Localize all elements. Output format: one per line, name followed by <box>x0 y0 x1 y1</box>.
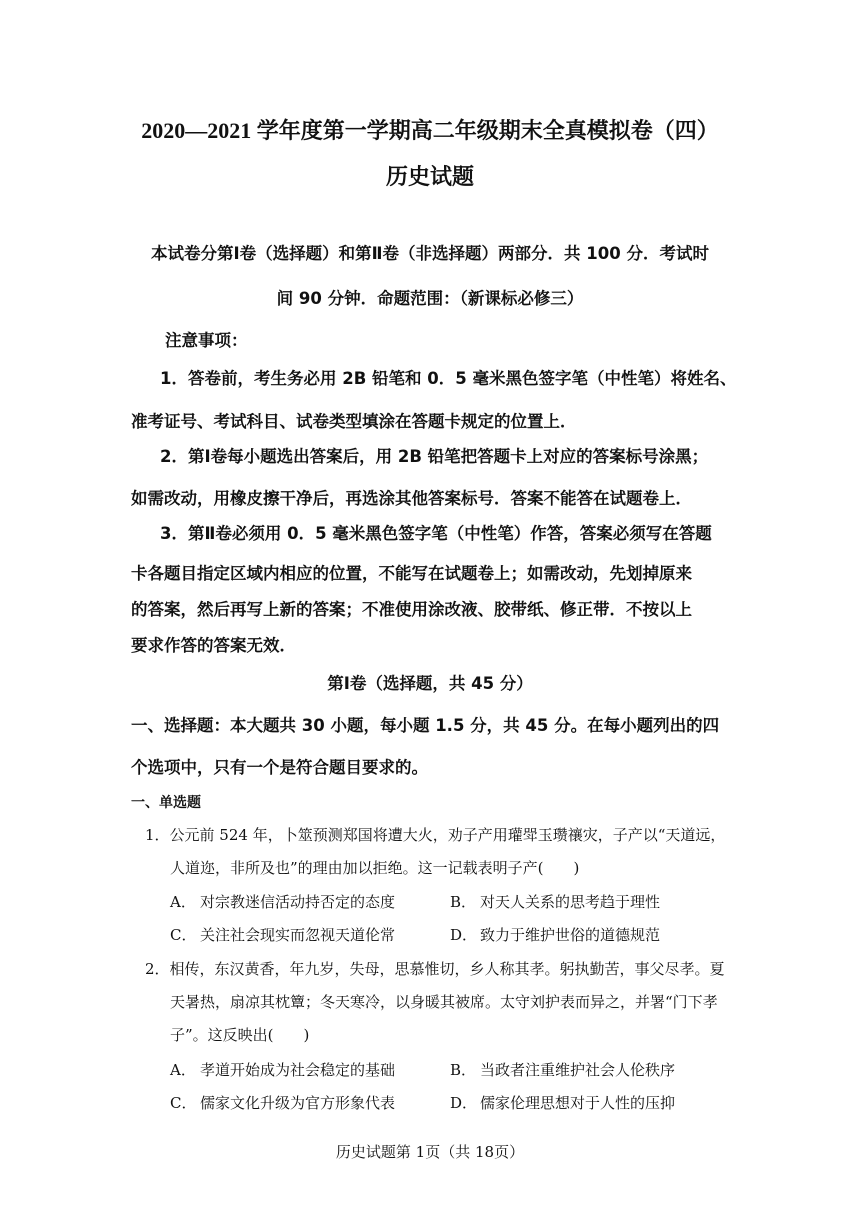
question-1-option-b <box>450 891 660 912</box>
question-2-option-c <box>170 1092 395 1113</box>
option-letter: A． <box>170 893 196 911</box>
option-text: 对宗教迷信活动持否定的态度 <box>200 893 396 911</box>
option-text: 儒家文化升级为官方形象代表 <box>200 1094 396 1112</box>
question-2-option-a <box>170 1059 395 1080</box>
question-1-option-a <box>170 891 395 912</box>
intro-line-2: 间 90 分钟．命题范围：（新课标必修三） <box>276 289 584 308</box>
option-letter: D． <box>450 926 478 944</box>
note-2-line-2: 如需改动，用橡皮擦干净后，再选涂其他答案标号．答案不能答在试题卷上． <box>131 489 692 508</box>
option-letter: D． <box>450 1094 478 1112</box>
option-letter: A． <box>170 1061 196 1079</box>
note-3-line-3: 的答案，然后再写上新的答案；不准使用涂改液、胶带纸、修正带．不按以上 <box>131 600 692 619</box>
exam-title: 2020—2021 学年度第一学期高二年级期末全真模拟卷（四） <box>141 118 719 143</box>
question-1-option-c <box>170 924 395 945</box>
single-choice-heading: 一、单选题 <box>131 795 201 811</box>
option-text: 孝道开始成为社会稳定的基础 <box>200 1061 396 1079</box>
question-1-line-1: 1．公元前 524 年，卜筮预测郑国将遭大火，劝子产用瓘斝玉瓒禳灾，子产以“天道远， <box>145 826 726 844</box>
notes-heading: 注意事项： <box>165 331 248 350</box>
question-2-option-d <box>450 1092 675 1113</box>
option-text: 致力于维护世俗的道德规范 <box>480 926 661 944</box>
note-3-line-1: 3．第Ⅱ卷必须用 0．5 毫米黑色签字笔（中性笔）作答，答案必须写在答题 <box>160 524 712 543</box>
option-text: 关注社会现实而忽视天道伦常 <box>200 926 396 944</box>
note-1-line-2: 准考证号、考试科目、试卷类型填涂在答题卡规定的位置上． <box>131 412 577 431</box>
note-3-line-4: 要求作答的答案无效． <box>131 636 296 655</box>
note-1-line-1: 1．答卷前，考生务必用 2B 铅笔和 0．5 毫米黑色签字笔（中性笔）将姓名、 <box>160 369 737 388</box>
option-letter: B． <box>450 1061 477 1079</box>
exam-subject-title: 历史试题 <box>385 164 474 189</box>
question-2-line-2: 天暑热，扇凉其枕簟；冬天寒冷，以身暖其被席。太守刘护表而异之，并署“门下孝 <box>170 993 718 1011</box>
intro-line-1: 本试卷分第Ⅰ卷（选择题）和第Ⅱ卷（非选择题）两部分．共 100 分．考试时 <box>151 244 709 263</box>
part-1-instruction-line-2: 个选项中，只有一个是符合题目要求的。 <box>131 758 428 777</box>
question-1-option-d <box>450 924 660 945</box>
option-text: 对天人关系的思考趋于理性 <box>480 893 661 911</box>
option-letter: B． <box>450 893 477 911</box>
question-2-option-b <box>450 1059 675 1080</box>
section-1-title: 第Ⅰ卷（选择题，共 45 分） <box>327 674 533 693</box>
question-2-line-3: 子”。这反映出( ) <box>170 1026 310 1044</box>
part-1-instruction-line-1: 一、选择题：本大题共 30 小题，每小题 1.5 分，共 45 分。在每小题列出的四 <box>131 716 720 735</box>
note-3-line-2: 卡各题目指定区域内相应的位置，不能写在试题卷上；如需改动，先划掉原来 <box>131 564 692 583</box>
option-letter: C． <box>170 926 197 944</box>
note-2-line-1: 2．第Ⅰ卷每小题选出答案后，用 2B 铅笔把答题卡上对应的答案标号涂黑； <box>160 447 709 466</box>
page-footer: 历史试题第 1页（共 18页） <box>335 1143 525 1161</box>
option-text: 儒家伦理思想对于人性的压抑 <box>480 1094 676 1112</box>
option-text: 当政者注重维护社会人伦秩序 <box>480 1061 676 1079</box>
option-letter: C． <box>170 1094 197 1112</box>
question-2-line-1: 2．相传，东汉黄香，年九岁，失母，思慕惟切，乡人称其孝。躬执勤苦，事父尽孝。夏 <box>145 960 725 978</box>
question-1-line-2: 人道迩，非所及也”的理由加以拒绝。这一记载表明子产( ) <box>170 859 580 877</box>
